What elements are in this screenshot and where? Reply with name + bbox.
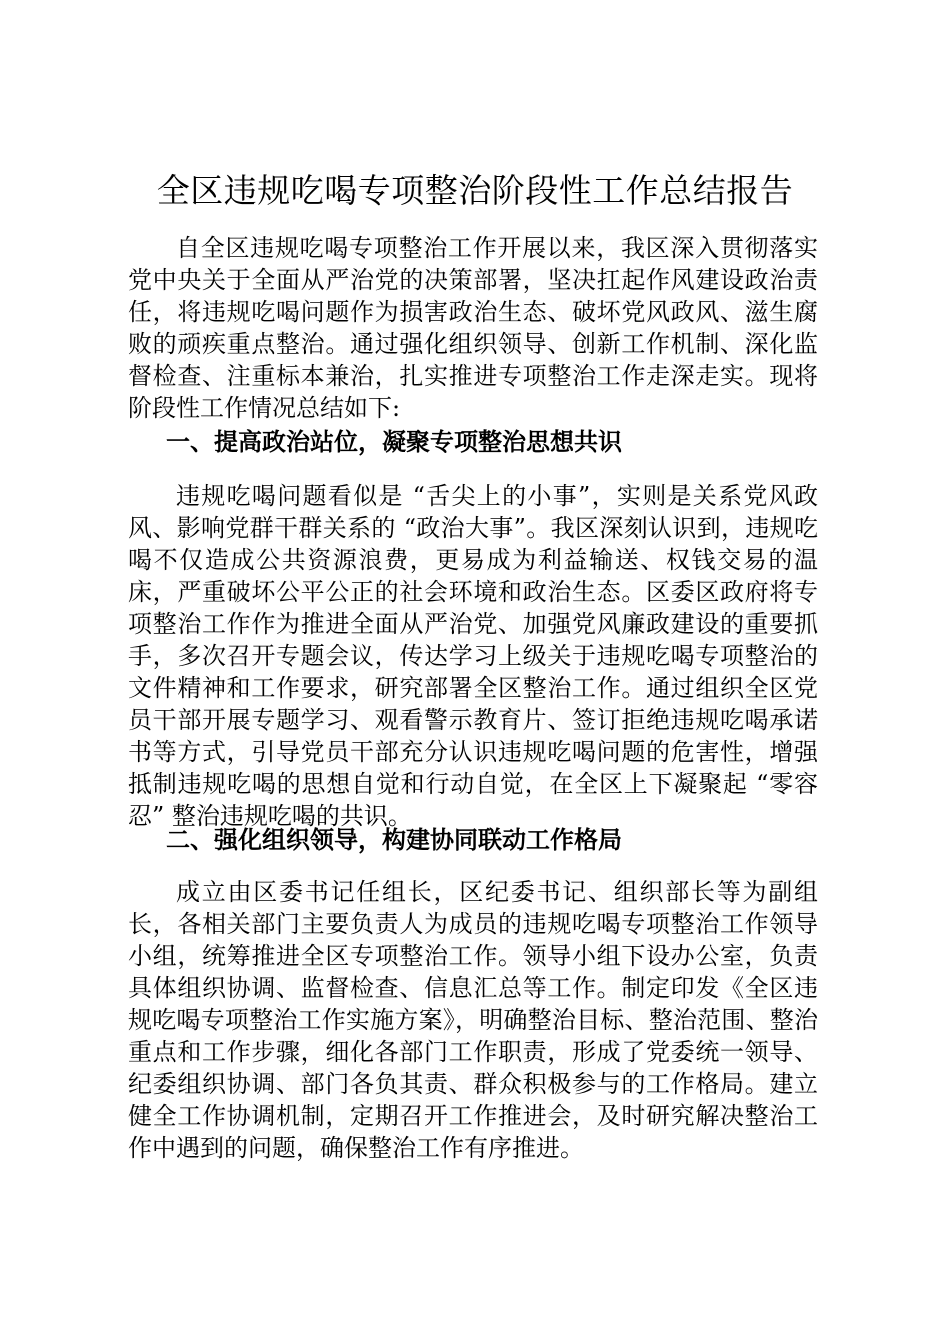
- document-title: 全区违规吃喝专项整治阶段性工作总结报告: [156, 171, 794, 210]
- section-1-paragraph: 违规吃喝问题看似是 “舌尖上的小事”，实则是关系党风政风、影响党群干群关系的 “政治大事”。我区深刻认识到，违规吃喝不仅造成公共资源浪费，更易成为利益输送、权钱交易的温床，严重破坏公平公正的社会环境和政治生态。区委区政府将专项整治工作作为推进全面从严治党、加强党风廉政建设的重要抓手，多次召开专题会议，传达学习上级关于违规吃喝专项整治的文件精神和工作要求，研究部署全区整治工作。通过组织全区党员干部开展专题学习、观看警示教育片、签订拒绝违规吃喝承诺书等方式，引导党员干部充分认识违规吃喝问题的危害性，增强抵制违规吃喝的思想自觉和行动自觉，在全区上下凝聚起 “零容忍” 整治违规吃喝的共识。: [128, 482, 818, 830]
- section-heading-2: 二、强化组织领导，构建协同联动工作格局: [166, 826, 622, 854]
- intro-paragraph: 自全区违规吃喝专项整治工作开展以来，我区深入贯彻落实党中央关于全面从严治党的决策部署，坚决扛起作风建设政治责任，将违规吃喝问题作为损害政治生态、破坏党风政风、滋生腐败的顽疾重点整治。通过强化组织领导、创新工作机制、深化监督检查、注重标本兼治，扎实推进专项整治工作走深走实。现将阶段性工作情况总结如下:: [128, 234, 818, 422]
- section-2-paragraph: 成立由区委书记任组长，区纪委书记、组织部长等为副组长，各相关部门主要负责人为成员的违规吃喝专项整治工作领导小组，统筹推进全区专项整治工作。领导小组下设办公室，负责具体组织协调、监督检查、信息汇总等工作。制定印发《全区违规吃喝专项整治工作实施方案》，明确整治目标、整治范围、整治重点和工作步骤，细化各部门工作职责，形成了党委统一领导、纪委组织协调、部门各负其责、群众积极参与的工作格局。建立健全工作协调机制，定期召开工作推进会，及时研究解决整治工作中遇到的问题，确保整治工作有序推进。: [128, 878, 818, 1162]
- section-heading-1: 一、提高政治站位，凝聚专项整治思想共识: [166, 428, 622, 456]
